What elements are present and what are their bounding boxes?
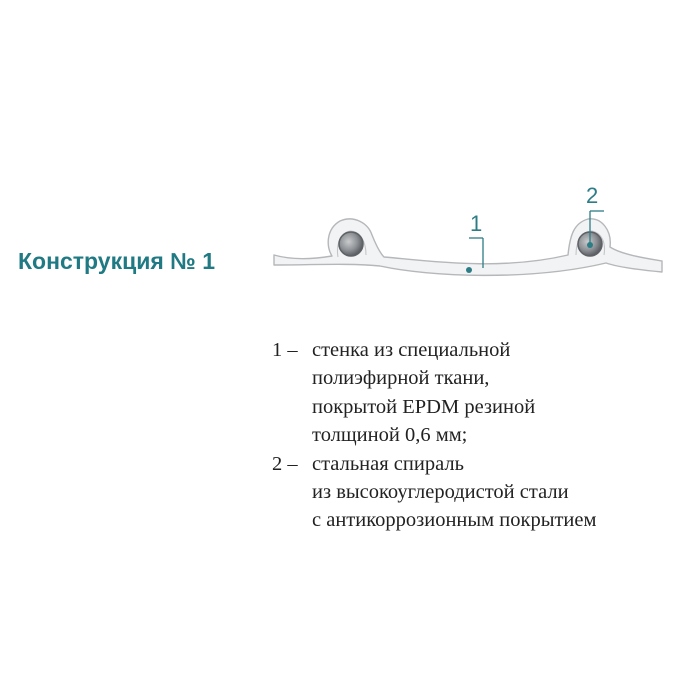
legend-line: покрытой EPDM резиной (312, 395, 536, 418)
legend-description (312, 450, 596, 535)
legend (272, 336, 596, 535)
legend-number: 2 – (272, 452, 298, 475)
legend-line: с антикоррозионным покрытием (312, 509, 597, 532)
legend-item-2 (272, 450, 596, 535)
legend-line: стальная спираль (312, 452, 464, 475)
marker-1-label: 1 (470, 211, 483, 236)
legend-line: толщиной 0,6 мм; (312, 424, 468, 447)
legend-number: 1 – (272, 339, 298, 361)
hose-cross-section-diagram (270, 175, 670, 295)
hose-wall (274, 219, 662, 276)
legend-line: из высокоуглеродистой стали (312, 481, 569, 504)
steel-spiral-wire-left (339, 232, 363, 256)
marker-2-label: 2 (586, 183, 599, 208)
legend-description (312, 336, 535, 450)
construction-title: Конструкция № 1 (18, 248, 215, 274)
legend-line: полиэфирной ткани, (312, 367, 490, 390)
legend-item-1 (272, 336, 596, 450)
legend-line: стенка из специальной (312, 339, 511, 361)
